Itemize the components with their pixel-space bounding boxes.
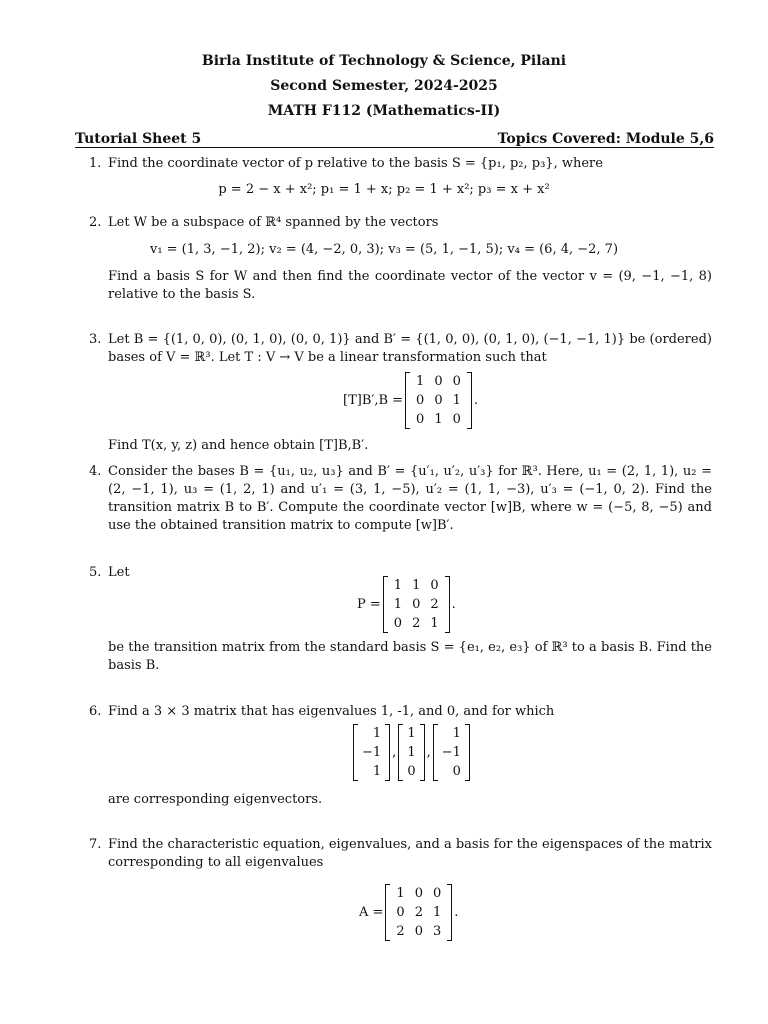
matrix-cell: 0 (434, 373, 443, 389)
problem-4-number: 4. (89, 464, 102, 479)
problem-1-number: 1. (89, 156, 102, 171)
matrix-cell: 2 (414, 904, 423, 920)
problem-7-text: Find the characteristic equation, eigenvalues, and a basis for the eigenspaces of the matrix corresponding to all eigenvalues (108, 837, 712, 870)
matrix-cell: 2 (412, 615, 421, 631)
vector-cell: −1 (362, 744, 382, 760)
matrix-cell: 2 (396, 923, 405, 939)
problem-7-matrix (385, 884, 452, 941)
problem-2-text: Let W be a subspace of ℝ⁴ spanned by the vectors (108, 215, 439, 230)
header-rule (75, 147, 714, 148)
problem-3-text: Let B = {(1, 0, 0), (0, 1, 0), (0, 0, 1)} and B′ = {(1, 0, 0), (0, 1, 0), (−1, −1, 1)} be (ordered) bases of V = ℝ³. Let T : V → V be a linear transformation such that (108, 332, 712, 365)
matrix-cell: 0 (414, 885, 423, 901)
problem-3-after: Find T(x, y, z) and hence obtain [T]B,B′. (108, 438, 369, 453)
matrix-cell: 1 (396, 885, 405, 901)
eigenvector-2 (398, 724, 424, 781)
problem-6-after: are corresponding eigenvectors. (108, 792, 323, 807)
matrix-cell: 3 (432, 923, 442, 939)
problem-3-number: 3. (89, 332, 102, 347)
eigenvector-1 (353, 724, 390, 781)
matrix-cell: 0 (393, 615, 403, 631)
vector-cell: −1 (441, 744, 461, 760)
matrix-cell: 0 (414, 923, 423, 939)
problem-2-display: v₁ = (1, 3, −1, 2); v₂ = (4, −2, 0, 3); v₃ = (5, 1, −1, 5); v₄ = (6, 4, −2, 7) (149, 242, 619, 257)
matrix-cell: 2 (430, 596, 439, 612)
problem-3-equation: [T]B′,B = 1 0 0 0 0 1 0 1 0 . (343, 372, 478, 429)
matrix-cell: 0 (432, 885, 442, 901)
problem-7-equation: A = 1 0 0 0 2 1 2 0 3 . (359, 884, 458, 941)
matrix-cell: 0 (430, 577, 439, 593)
semester-title: Second Semester, 2024-2025 (270, 78, 498, 94)
vector-cell: 0 (452, 763, 461, 779)
matrix-cell: 0 (452, 373, 461, 389)
vector-cell: 1 (407, 744, 416, 760)
matrix-cell: 0 (396, 904, 405, 920)
matrix-cell: 1 (393, 596, 403, 612)
problem-2-after: Find a basis S for W and then find the coordinate vector of the vector v = (9, −1, −1, 8) relative to the basis S. (108, 269, 712, 302)
matrix-cell: 1 (432, 904, 442, 920)
institute-title: Birla Institute of Technology & Science, Pilani (201, 53, 567, 69)
problem-5-text: Let (108, 565, 130, 580)
problem-1-text: Find the coordinate vector of p relative to the basis S = {p₁, p₂, p₃}, where (108, 156, 603, 171)
sheet-title: Tutorial Sheet 5 (75, 131, 202, 147)
topics-covered: Topics Covered: Module 5,6 (497, 131, 714, 147)
matrix-cell: 0 (452, 411, 461, 427)
matrix-cell: 0 (434, 392, 443, 408)
problem-7-lhs: A = (359, 904, 384, 920)
problem-1-display: p = 2 − x + x²; p₁ = 1 + x; p₂ = 1 + x²; p₃ = x + x² (218, 182, 550, 197)
matrix-cell: 0 (416, 411, 425, 427)
vector-cell: 1 (372, 725, 382, 741)
problem-5-matrix (383, 576, 450, 633)
problem-6-text: Find a 3 × 3 matrix that has eigenvalues 1, -1, and 0, and for which (108, 704, 555, 719)
matrix-cell: 1 (393, 577, 403, 593)
matrix-cell: 1 (416, 373, 425, 389)
problem-3-matrix (405, 372, 472, 429)
problem-5-equation: P = 1 1 0 1 0 2 0 2 1 . (357, 576, 456, 633)
vector-cell: 1 (452, 725, 461, 741)
matrix-cell: 1 (430, 615, 439, 631)
vector-cell: 1 (407, 725, 416, 741)
course-title: MATH F112 (Mathematics-II) (267, 103, 501, 119)
vector-cell: 1 (372, 763, 382, 779)
matrix-cell: 1 (434, 411, 443, 427)
problem-6-number: 6. (89, 704, 102, 719)
problem-7-number: 7. (89, 837, 102, 852)
problem-5-lhs: P = (357, 596, 381, 612)
matrix-cell: 1 (412, 577, 421, 593)
problem-2-number: 2. (89, 215, 102, 230)
problem-5-number: 5. (89, 565, 102, 580)
eigenvector-3 (433, 724, 470, 781)
matrix-cell: 1 (452, 392, 461, 408)
problem-5-after: be the transition matrix from the standard basis S = {e₁, e₂, e₃} of ℝ³ to a basis B. Find the basis B. (108, 640, 712, 673)
problem-4-text: Consider the bases B = {u₁, u₂, u₃} and B′ = {u′₁, u′₂, u′₃} for ℝ³. Here, u₁ = (2, 1, 1), u₂ = (2, −1, 1), u₃ = (1, 2, 1) and u′₁ = (3, 1, −5), u′₂ = (1, 1, −3), u′₃ = (−1, 0, 2). Find the transition matrix B to B′. Compute the coordinate vector [w]B, where w = (−5, 8, −5) and use the obtained transition matrix to compute [w]B′. (108, 464, 712, 533)
vector-cell: 0 (407, 763, 416, 779)
matrix-cell: 0 (412, 596, 421, 612)
problem-3-lhs: [T]B′,B = (343, 392, 404, 408)
problem-6-eigenvectors: 1 −1 1 , 1 1 0 , 1 −1 0 (351, 724, 472, 781)
matrix-cell: 0 (416, 392, 425, 408)
